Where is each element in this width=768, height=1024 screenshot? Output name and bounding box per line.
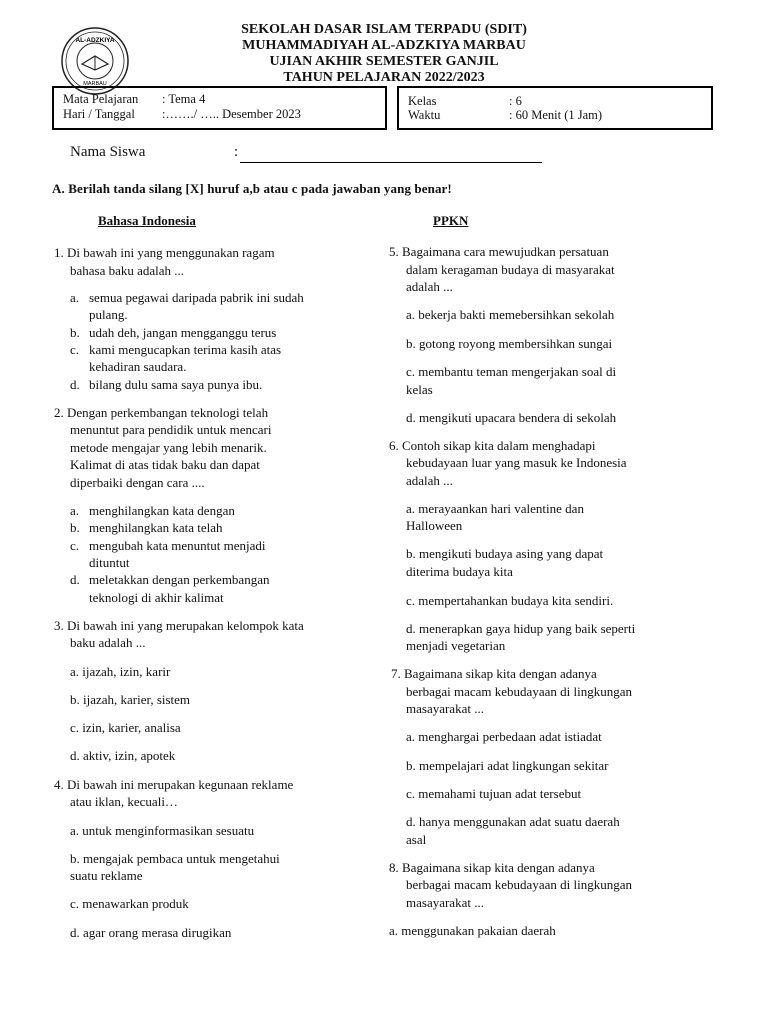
option-text: pulang. xyxy=(89,307,128,322)
question-line: 7. Bagaimana sikap kita dengan adanya xyxy=(391,666,597,681)
option-text: b. mempelajari adat lingkungan sekitar xyxy=(406,758,609,773)
option-text: diterima budaya kita xyxy=(406,564,513,579)
question-line: 5. Bagaimana cara mewujudkan persatuan xyxy=(389,244,609,259)
option-text: c. membantu teman mengerjakan soal di xyxy=(406,364,617,379)
option-text: a. untuk menginformasikan sesuatu xyxy=(70,823,255,838)
option-text: asal xyxy=(406,832,427,847)
header-line: MUHAMMADIYAH AL-ADZKIYA MARBAU xyxy=(242,38,526,53)
exam-info-box xyxy=(52,86,387,130)
option-letter: b. xyxy=(70,325,80,340)
class-value: : 6 xyxy=(509,94,522,108)
option-text: a. menggunakan pakaian daerah xyxy=(389,923,556,938)
option-text: c. menawarkan produk xyxy=(70,896,189,911)
header-line: TAHUN PELAJARAN 2022/2023 xyxy=(283,70,485,85)
option-text: c. memahami tujuan adat tersebut xyxy=(406,786,582,801)
question-line: adalah ... xyxy=(406,279,453,294)
option-text: c. izin, karier, analisa xyxy=(70,720,181,735)
date-label: Hari / Tanggal xyxy=(63,107,135,121)
option-text: d. hanya menggunakan adat suatu daerah xyxy=(406,814,620,829)
option-letter: d. xyxy=(70,572,80,587)
question-line: 2. Dengan perkembangan teknologi telah xyxy=(54,405,269,420)
time-label: Waktu xyxy=(408,108,441,122)
option-text: mengubah kata menuntut menjadi xyxy=(89,538,266,553)
instruction: A. Berilah tanda silang [X] huruf a,b atau c pada jawaban yang benar! xyxy=(52,181,452,196)
option-text: d. agar orang merasa dirugikan xyxy=(70,925,232,940)
date-value: :……./ ….. Desember 2023 xyxy=(162,107,301,121)
question-line: menuntut para pendidik untuk mencari xyxy=(70,422,272,437)
question-line: 1. Di bawah ini yang menggunakan ragam xyxy=(54,245,275,260)
option-text: a. ijazah, izin, karir xyxy=(70,664,171,679)
question-line: atau iklan, kecuali… xyxy=(70,794,178,809)
question-line: 4. Di bawah ini merupakan kegunaan reklame xyxy=(54,777,294,792)
option-text: semua pegawai daripada pabrik ini sudah xyxy=(89,290,304,305)
student-name-label: Nama Siswa xyxy=(70,144,146,160)
subject-label: Mata Pelajaran xyxy=(63,92,139,106)
option-text: menjadi vegetarian xyxy=(406,638,506,653)
question-line: berbagai macam kebudayaan di lingkungan xyxy=(406,684,632,699)
question-line: dalam keragaman budaya di masyarakat xyxy=(406,262,615,277)
option-letter: d. xyxy=(70,377,80,392)
option-text: dituntut xyxy=(89,555,130,570)
option-text: c. mempertahankan budaya kita sendiri. xyxy=(406,593,614,608)
option-text: suatu reklame xyxy=(70,868,143,883)
question-line: 3. Di bawah ini yang merupakan kelompok kata xyxy=(54,618,304,633)
question-line: 8. Bagaimana sikap kita dengan adanya xyxy=(389,860,595,875)
option-text: a. bekerja bakti memebersihkan sekolah xyxy=(406,307,615,322)
question-line: adalah ... xyxy=(406,473,453,488)
header-line: SEKOLAH DASAR ISLAM TERPADU (SDIT) xyxy=(241,22,527,37)
question-line: bahasa baku adalah ... xyxy=(70,263,185,278)
question-line: metode mengajar yang lebih menarik. xyxy=(70,440,267,455)
option-letter: a. xyxy=(70,503,80,518)
option-text: a. menghargai perbedaan adat istiadat xyxy=(406,729,602,744)
section-title-ppkn: PPKN xyxy=(433,213,469,228)
option-text: b. mengikuti budaya asing yang dapat xyxy=(406,546,604,561)
header-line: UJIAN AKHIR SEMESTER GANJIL xyxy=(269,54,499,69)
option-text: d. aktiv, izin, apotek xyxy=(70,748,176,763)
logo-text-bottom: MARBAU xyxy=(83,81,107,87)
option-text: b. mengajak pembaca untuk mengetahui xyxy=(70,851,280,866)
option-text: meletakkan dengan perkembangan xyxy=(89,572,270,587)
option-text: kami mengucapkan terima kasih atas xyxy=(89,342,282,357)
option-text: bilang dulu sama saya punya ibu. xyxy=(89,377,263,392)
question-line: 6. Contoh sikap kita dalam menghadapi xyxy=(389,438,596,453)
student-name-field[interactable] xyxy=(240,162,542,163)
option-text: menghilangkan kata dengan xyxy=(89,503,235,518)
option-text: kelas xyxy=(406,382,433,397)
question-line: kebudayaan luar yang masuk ke Indonesia xyxy=(406,455,627,470)
subject-value: : Tema 4 xyxy=(162,92,206,106)
school-header xyxy=(0,22,768,86)
student-name-colon: : xyxy=(234,144,239,160)
option-text: Halloween xyxy=(406,518,463,533)
question-line: Kalimat di atas tidak baku dan dapat xyxy=(70,457,260,472)
option-text: kehadiran saudara. xyxy=(89,359,187,374)
logo-text-top: AL-ADZKIYA xyxy=(75,37,115,44)
option-text: d. mengikuti upacara bendera di sekolah xyxy=(406,410,617,425)
class-label: Kelas xyxy=(408,94,437,108)
option-letter: c. xyxy=(70,342,80,357)
option-text: a. merayaankan hari valentine dan xyxy=(406,501,584,516)
class-info-box xyxy=(397,86,713,130)
option-text: b. gotong royong membersihkan sungai xyxy=(406,336,613,351)
option-text: udah deh, jangan mengganggu terus xyxy=(89,325,277,340)
option-text: d. menerapkan gaya hidup yang baik seperti xyxy=(406,621,636,636)
question-line: baku adalah ... xyxy=(70,635,146,650)
question-line: masayarakat ... xyxy=(406,895,484,910)
question-line: masayarakat ... xyxy=(406,701,484,716)
option-letter: c. xyxy=(70,538,80,553)
question-line: diperbaiki dengan cara .... xyxy=(70,475,205,490)
option-text: b. ijazah, karier, sistem xyxy=(70,692,191,707)
option-text: teknologi di akhir kalimat xyxy=(89,590,224,605)
section-title-bahasa: Bahasa Indonesia xyxy=(98,213,196,228)
option-letter: b. xyxy=(70,520,80,535)
option-letter: a. xyxy=(70,290,80,305)
question-line: berbagai macam kebudayaan di lingkungan xyxy=(406,877,632,892)
time-value: : 60 Menit (1 Jam) xyxy=(509,108,603,122)
option-text: menghilangkan kata telah xyxy=(89,520,223,535)
